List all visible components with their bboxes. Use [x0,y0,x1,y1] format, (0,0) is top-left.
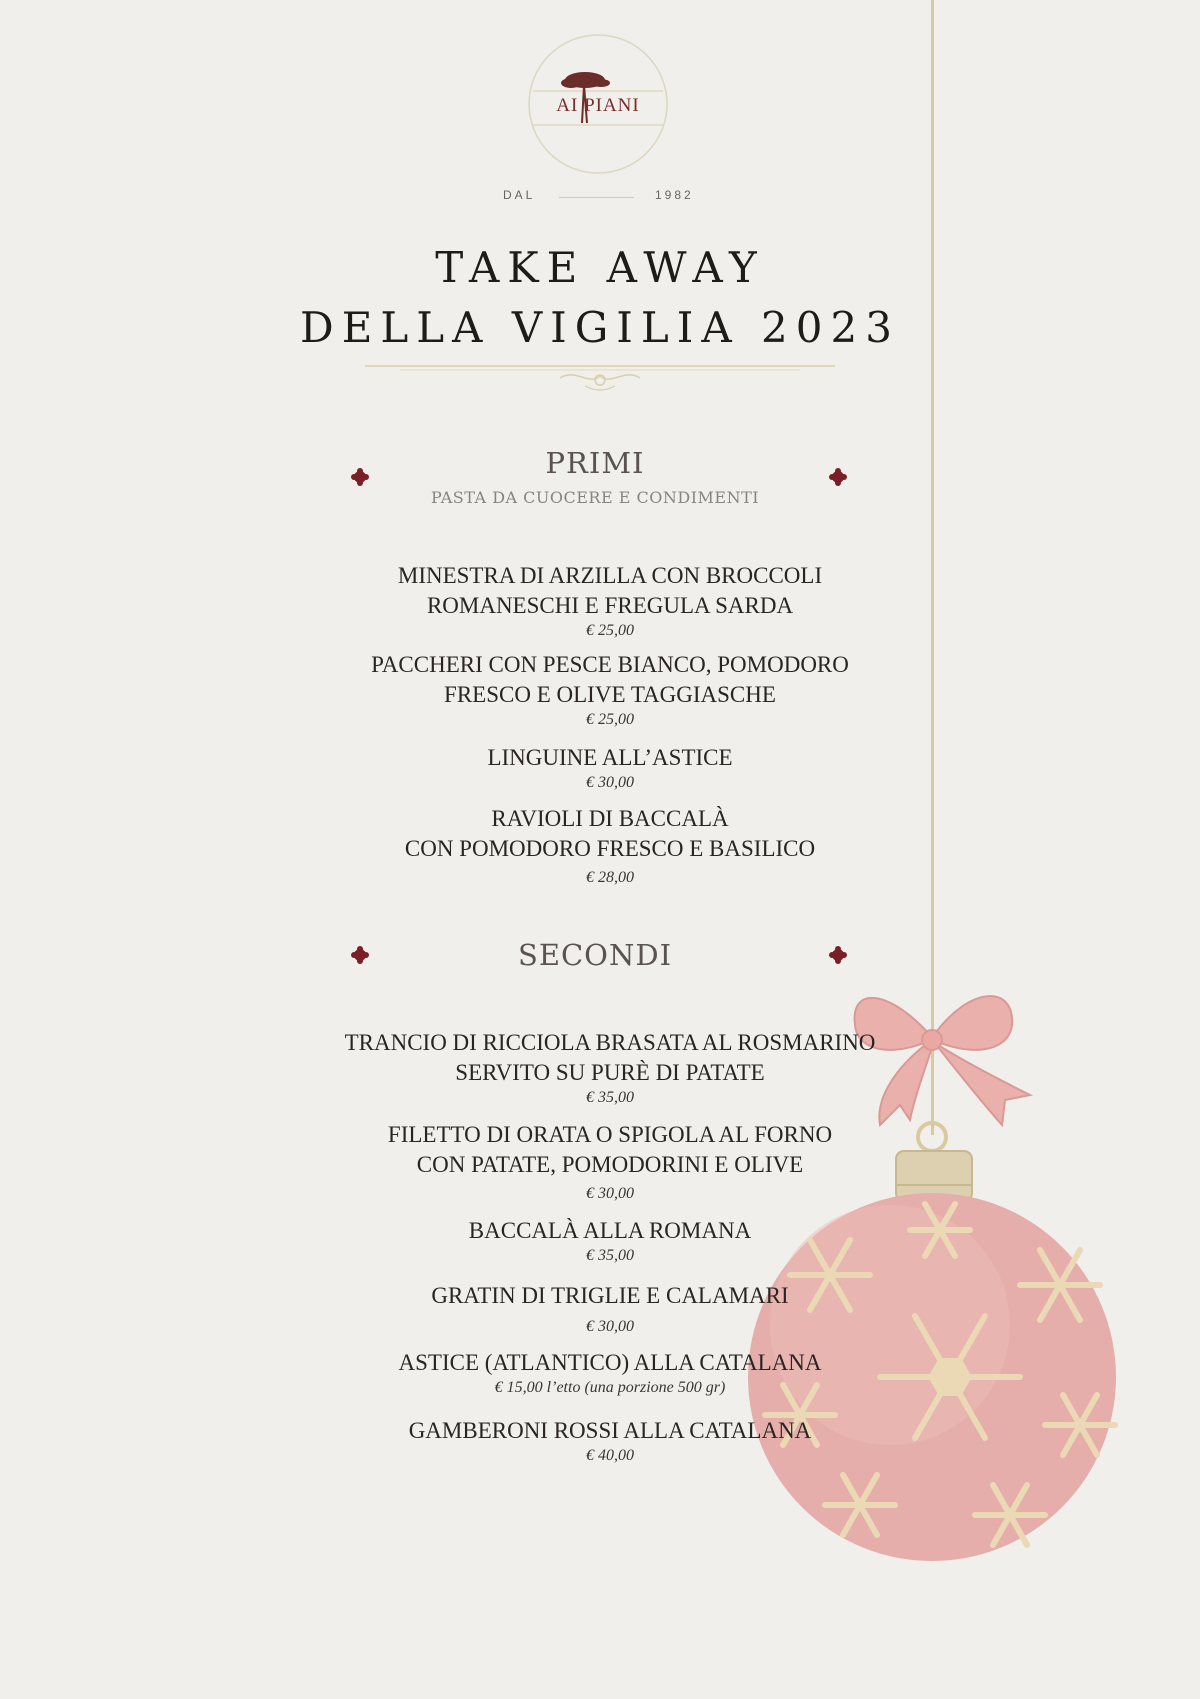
since-line [0,188,1200,208]
dish-item [0,1216,1200,1266]
dish-item [0,650,1200,730]
title-ornament-icon [360,356,840,396]
dish-price: € 30,00 [586,774,634,791]
dish-name: GAMBERONI ROSSI ALLA CATALANA [408,1418,812,1443]
dish-item [0,1281,1200,1337]
dish-price: € 35,00 [586,1247,634,1264]
since-divider [559,197,634,198]
dish-name: LINGUINE ALL’ASTICE [487,745,733,770]
dish-item [0,804,1200,888]
dish-name: BACCALÀ ALLA ROMANA [468,1218,752,1243]
dish-name: ASTICE (ATLANTICO) ALLA CATALANA [398,1350,822,1375]
dish-name: GRATIN DI TRIGLIE E CALAMARI [431,1283,789,1308]
dish-item [0,1348,1200,1398]
flower-icon [829,946,847,964]
dish-price: € 15,00 l’etto (una porzione 500 gr) [494,1379,726,1396]
dish-price: € 35,00 [586,1089,634,1106]
section-subtitle-primi: PASTA DA CUOCERE E CONDIMENTI [430,488,760,507]
flower-icon [351,468,369,486]
page-title-line-1: TAKE AWAY [435,243,765,292]
dish-name: FILETTO DI ORATA O SPIGOLA AL FORNO CON PATATE, POMODORINI E OLIVE [387,1122,833,1177]
dish-item [0,1120,1200,1204]
since-label: DAL [503,188,536,202]
dish-item [0,1028,1200,1108]
dish-name: MINESTRA DI ARZILLA CON BROCCOLI ROMANESCHI E FREGULA SARDA [397,563,823,618]
dish-price: € 30,00 [586,1318,634,1335]
logo-text: AI PIANI [556,95,640,116]
flower-icon [351,946,369,964]
dish-price: € 25,00 [586,711,634,728]
dish-price: € 28,00 [586,869,634,886]
section-title-secondi: SECONDI [517,938,673,972]
dish-price: € 30,00 [586,1185,634,1202]
since-year: 1982 [655,188,694,202]
flower-icon [829,468,847,486]
dish-item [0,743,1200,793]
dish-name: PACCHERI CON PESCE BIANCO, POMODORO FRESCO E OLIVE TAGGIASCHE [371,652,849,707]
dish-name: TRANCIO DI RICCIOLA BRASATA AL ROSMARINO SERVITO SU PURÈ DI PATATE [344,1030,876,1085]
dish-price: € 25,00 [586,622,634,639]
section-title-primi: PRIMI [545,446,645,480]
dish-price: € 40,00 [586,1447,634,1464]
dish-item [0,1416,1200,1466]
restaurant-logo [527,33,669,175]
dish-name: RAVIOLI DI BACCALÀ CON POMODORO FRESCO E BASILICO [404,806,816,861]
page-title-line-2: DELLA VIGILIA 2023 [300,303,900,352]
dish-item [0,561,1200,641]
